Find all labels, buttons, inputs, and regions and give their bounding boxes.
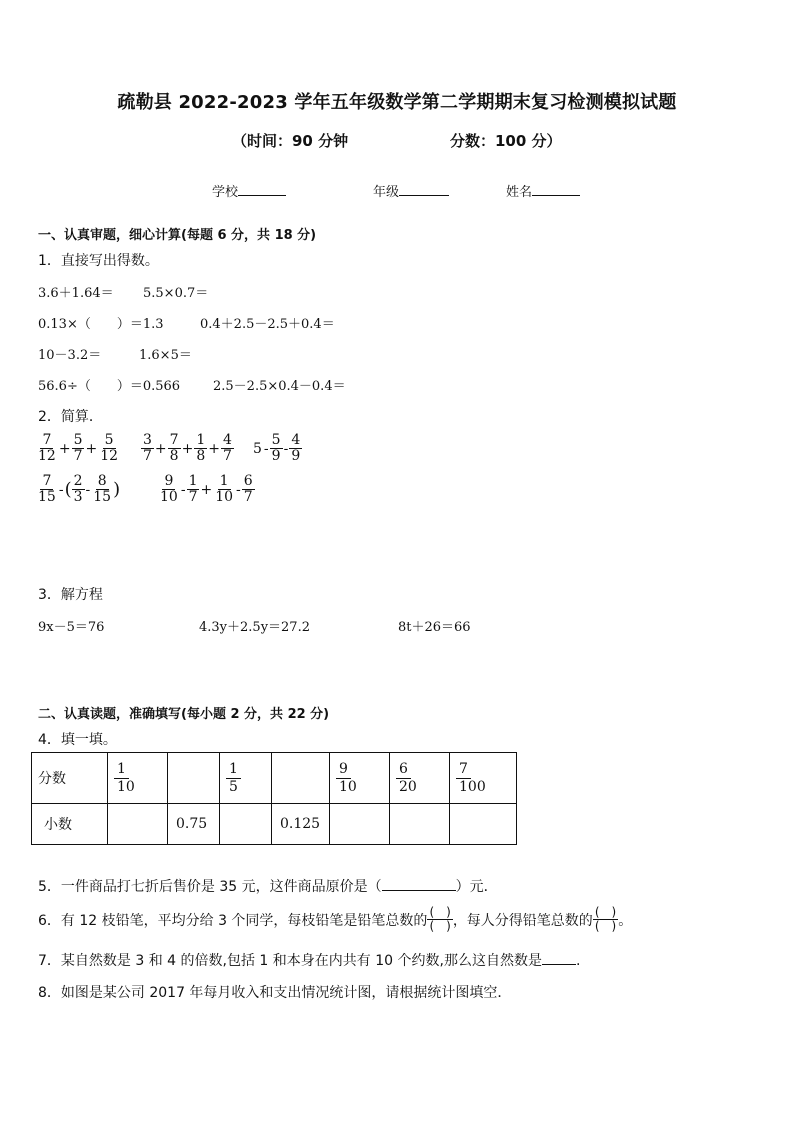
fraction-decimal-table bbox=[31, 752, 517, 845]
calc-item: 3.6＋1.64＝ bbox=[38, 286, 114, 301]
school-field[interactable] bbox=[212, 181, 286, 200]
fraction: $\frac{5}{7}$ bbox=[73, 432, 83, 464]
fraction: $\frac{3}{7}$ bbox=[143, 432, 152, 464]
fraction: $\frac{6}{7}$ bbox=[243, 473, 253, 505]
fraction: $\frac{7}{12}$ bbox=[38, 432, 56, 464]
fraction: $\frac{1}{8}$ bbox=[196, 432, 206, 464]
calc-item: 5.5×0.7＝ bbox=[143, 286, 209, 301]
fraction: $\frac{1}{7}$ bbox=[188, 473, 198, 505]
table-cell[interactable] bbox=[108, 804, 168, 845]
name-label: 姓名 bbox=[506, 185, 533, 200]
answer-blank[interactable] bbox=[542, 952, 576, 965]
name-field[interactable] bbox=[506, 181, 580, 200]
simplify-expression-4: $\frac{7}{15}$ - ( $\frac{2}{3}$ - $\frac{8}{15}$ ) bbox=[38, 473, 121, 505]
question-7: 7．某自然数是 3 和 4 的倍数,包括 1 和本身在内共有 10 个约数,那么这自然数是 . bbox=[38, 953, 581, 969]
question-2-label: 2．简算． bbox=[38, 409, 103, 425]
simplify-expression-5: $\frac{9}{10}$ - $\frac{1}{7}$ + $\frac{1}{10}$ - $\frac{6}{7}$ bbox=[160, 473, 253, 505]
answer-fraction-blank[interactable]: ( ) ( ) bbox=[594, 905, 617, 933]
simplify-expression-1: $\frac{7}{12}$ + $\frac{5}{7}$ + $\frac{5}{12}$ bbox=[38, 432, 119, 464]
row-header-fraction: 分数 bbox=[32, 753, 108, 804]
question-6: 6．有 12 枝铅笔，平均分给 3 个同学，每枝铅笔是铅笔总数的 ( ) ( ) ，每人分得铅笔总数的 ( ) ( ) 。 bbox=[38, 905, 633, 933]
fraction: $\frac{4}{9}$ bbox=[291, 432, 301, 464]
equation: 8t＋26＝66 bbox=[398, 620, 471, 635]
calc-item: 56.6÷（ ）＝0.566 bbox=[38, 379, 181, 394]
grade-label: 年级 bbox=[373, 185, 400, 200]
fraction: $\frac{4}{7}$ bbox=[222, 432, 232, 464]
table-cell[interactable] bbox=[272, 753, 330, 804]
question-8: 8．如图是某公司 2017 年每月收入和支出情况统计图，请根据统计图填空． bbox=[38, 985, 512, 1001]
exam-time: （时间：90 分钟 bbox=[232, 132, 349, 150]
calc-item: 10－3.2＝ bbox=[38, 348, 102, 363]
fraction: $\frac{5}{12}$ bbox=[100, 432, 119, 464]
fraction: $\frac{8}{15}$ bbox=[93, 473, 112, 505]
school-label: 学校 bbox=[212, 185, 239, 200]
answer-blank[interactable] bbox=[382, 878, 456, 891]
question-3-label: 3．解方程 bbox=[38, 587, 103, 603]
question-5: 5．一件商品打七折后售价是 35 元，这件商品原价是（ ）元． bbox=[38, 879, 498, 895]
calc-item: 0.13×（ ）＝1.3 bbox=[38, 317, 164, 332]
table-cell[interactable] bbox=[390, 804, 450, 845]
grade-field[interactable] bbox=[373, 181, 449, 200]
page-title: 疏勒县 2022-2023 学年五年级数学第二学期期末复习检测模拟试题 bbox=[117, 92, 677, 113]
calc-item: 0.4＋2.5－2.5＋0.4＝ bbox=[200, 317, 335, 332]
table-cell: $\frac{7}{100}$ bbox=[450, 753, 517, 804]
row-header-decimal: 小数 bbox=[32, 804, 108, 845]
simplify-expression-3: 5 - $\frac{5}{9}$ - $\frac{4}{9}$ bbox=[253, 432, 301, 464]
equation: 9x－5＝76 bbox=[38, 620, 105, 635]
equation: 4.3y＋2.5y＝27.2 bbox=[199, 620, 310, 635]
table-cell: 0.75 bbox=[168, 804, 220, 845]
table-cell[interactable] bbox=[168, 753, 220, 804]
grade-blank[interactable] bbox=[399, 183, 449, 196]
question-1-label: 1．直接写出得数。 bbox=[38, 253, 159, 269]
section1-heading: 一、认真审题，细心计算(每题 6 分，共 18 分) bbox=[38, 228, 317, 243]
fraction: $\frac{2}{3}$ bbox=[73, 473, 83, 505]
table-cell: 0.125 bbox=[272, 804, 330, 845]
fraction: $\frac{5}{9}$ bbox=[271, 432, 281, 464]
table-cell[interactable] bbox=[450, 804, 517, 845]
calc-item: 1.6×5＝ bbox=[139, 348, 192, 363]
fraction: $\frac{9}{10}$ bbox=[160, 473, 178, 505]
table-cell: $\frac{1}{5}$ bbox=[220, 753, 272, 804]
fraction: $\frac{1}{10}$ bbox=[215, 473, 234, 505]
question-4-label: 4．填一填。 bbox=[38, 732, 117, 748]
calc-item: 2.5－2.5×0.4－0.4＝ bbox=[213, 379, 346, 394]
name-blank[interactable] bbox=[532, 183, 580, 196]
table-cell: $\frac{1}{10}$ bbox=[108, 753, 168, 804]
table-cell: $\frac{9}{10}$ bbox=[330, 753, 390, 804]
simplify-expression-2: $\frac{3}{7}$ + $\frac{7}{8}$ + $\frac{1}{8}$ + $\frac{4}{7}$ bbox=[143, 432, 232, 464]
section2-heading: 二、认真读题，准确填写(每小题 2 分，共 22 分) bbox=[38, 707, 330, 722]
school-blank[interactable] bbox=[238, 183, 286, 196]
table-cell[interactable] bbox=[220, 804, 272, 845]
fraction: $\frac{7}{15}$ bbox=[38, 473, 56, 505]
table-cell[interactable] bbox=[330, 804, 390, 845]
table-cell: $\frac{6}{20}$ bbox=[390, 753, 450, 804]
decimal-row bbox=[32, 804, 517, 845]
exam-score: 分数：100 分） bbox=[450, 132, 562, 150]
fraction: $\frac{7}{8}$ bbox=[169, 432, 179, 464]
fraction-row bbox=[32, 753, 517, 804]
answer-fraction-blank[interactable]: ( ) ( ) bbox=[429, 905, 451, 933]
